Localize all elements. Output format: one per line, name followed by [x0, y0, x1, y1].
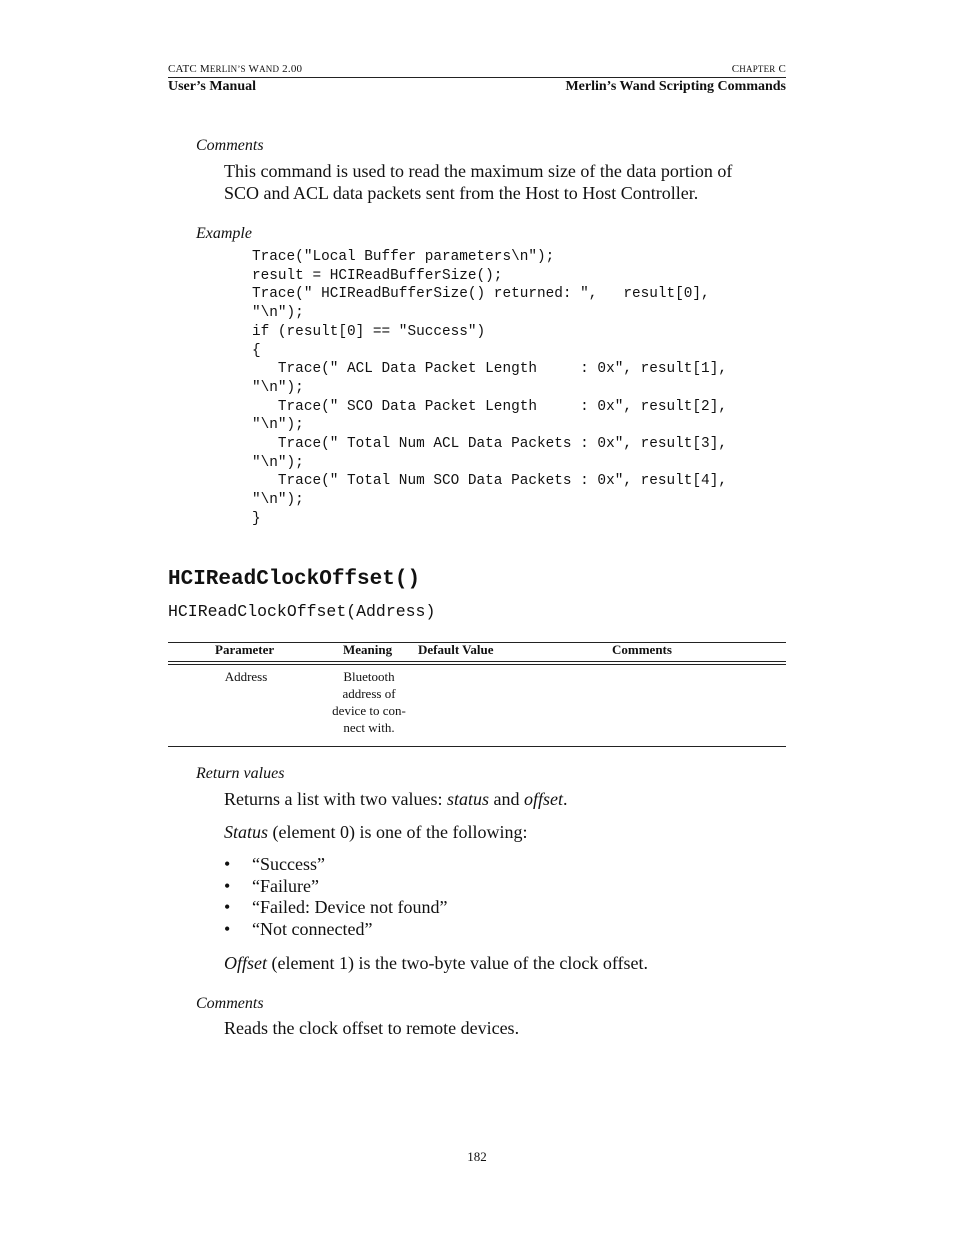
bullet-icon: • — [224, 875, 231, 896]
example-code-block: Trace("Local Buffer parameters\n"); result = HCIReadBufferSize(); Trace(" HCIReadBufferSize() returned: ", result[0], "\n"); if (result[0] == "Success") { Trace(" ACL Data Packet Length : 0x", result[1], "\n"); Trace(" SCO Data Packet Length : 0x", result[2], "\n"); Trace(" Total Num ACL Data Packets : 0x", result[3], "\n"); Trace(" Total Num SCO Data Packets : 0x", result[4], "\n"); } — [252, 249, 727, 527]
table-cell-meaning — [324, 668, 414, 736]
return-values-label: Return values — [196, 765, 285, 782]
table-header-meaning: Meaning — [343, 642, 393, 657]
table-header-comments: Comments — [612, 642, 672, 657]
bullet-icon: • — [224, 854, 231, 874]
returns-status-term: status — [446, 789, 489, 809]
list-item — [224, 897, 447, 919]
running-header-chapter: CHAPTER C — [731, 63, 786, 75]
running-header-product: CATC MERLIN’S WAND 2.00 — [168, 63, 303, 75]
list-item-text: “Failure” — [252, 875, 319, 896]
table-header-rule — [168, 664, 786, 665]
function-signature: HCIReadClockOffset(Address) — [168, 602, 436, 621]
table-cell-parameter: Address — [224, 669, 268, 684]
table-header-default-value: Default Value — [418, 642, 494, 657]
returns-suffix: . — [563, 789, 568, 809]
list-item-text: “Not connected” — [252, 919, 373, 940]
table-header-parameter: Parameter — [215, 642, 275, 657]
status-values-list — [224, 854, 447, 941]
table-cell-meaning-line: device to con- — [332, 703, 406, 718]
example-label: Example — [196, 225, 252, 242]
table-cell-meaning-line: nect with. — [343, 720, 395, 735]
comments-text-line: SCO and ACL data packets sent from the Host to Host Controller. — [224, 183, 699, 203]
page-number: 182 — [467, 1149, 487, 1164]
table-cell-meaning-line: address of — [342, 686, 396, 701]
table-bottom-rule — [168, 746, 786, 747]
header-rule — [168, 77, 786, 78]
returns-description — [224, 788, 568, 810]
status-description-rest: (element 0) is one of the following: — [268, 822, 528, 842]
header-chapter-title: Merlin’s Wand Scripting Commands — [565, 79, 786, 94]
comments-text — [224, 160, 732, 204]
list-item — [224, 919, 447, 941]
comments-label: Comments — [196, 137, 264, 154]
bullet-icon: • — [224, 919, 231, 940]
header-manual-title: User’s Manual — [168, 79, 257, 94]
offset-description-rest: (element 1) is the two-byte value of the clock offset. — [267, 953, 649, 973]
returns-offset-term: offset — [524, 789, 563, 809]
list-item-text: “Success” — [252, 854, 325, 874]
section-comments-text: Reads the clock offset to remote devices. — [224, 1018, 520, 1038]
table-cell-meaning-line: Bluetooth — [343, 669, 395, 684]
offset-description — [224, 952, 648, 974]
status-description — [224, 821, 527, 843]
section-comments-label: Comments — [196, 995, 264, 1012]
table-header-rule — [168, 661, 786, 662]
offset-term: Offset — [224, 953, 267, 973]
returns-prefix: Returns a list with two values: — [224, 789, 447, 809]
list-item — [224, 854, 447, 876]
bullet-icon: • — [224, 897, 231, 918]
comments-text-line: This command is used to read the maximum size of the data portion of — [224, 161, 733, 181]
section-title: HCIReadClockOffset() — [168, 568, 421, 591]
list-item — [224, 876, 447, 898]
status-term: Status — [224, 822, 269, 842]
returns-and: and — [489, 789, 524, 809]
list-item-text: “Failed: Device not found” — [252, 897, 448, 918]
